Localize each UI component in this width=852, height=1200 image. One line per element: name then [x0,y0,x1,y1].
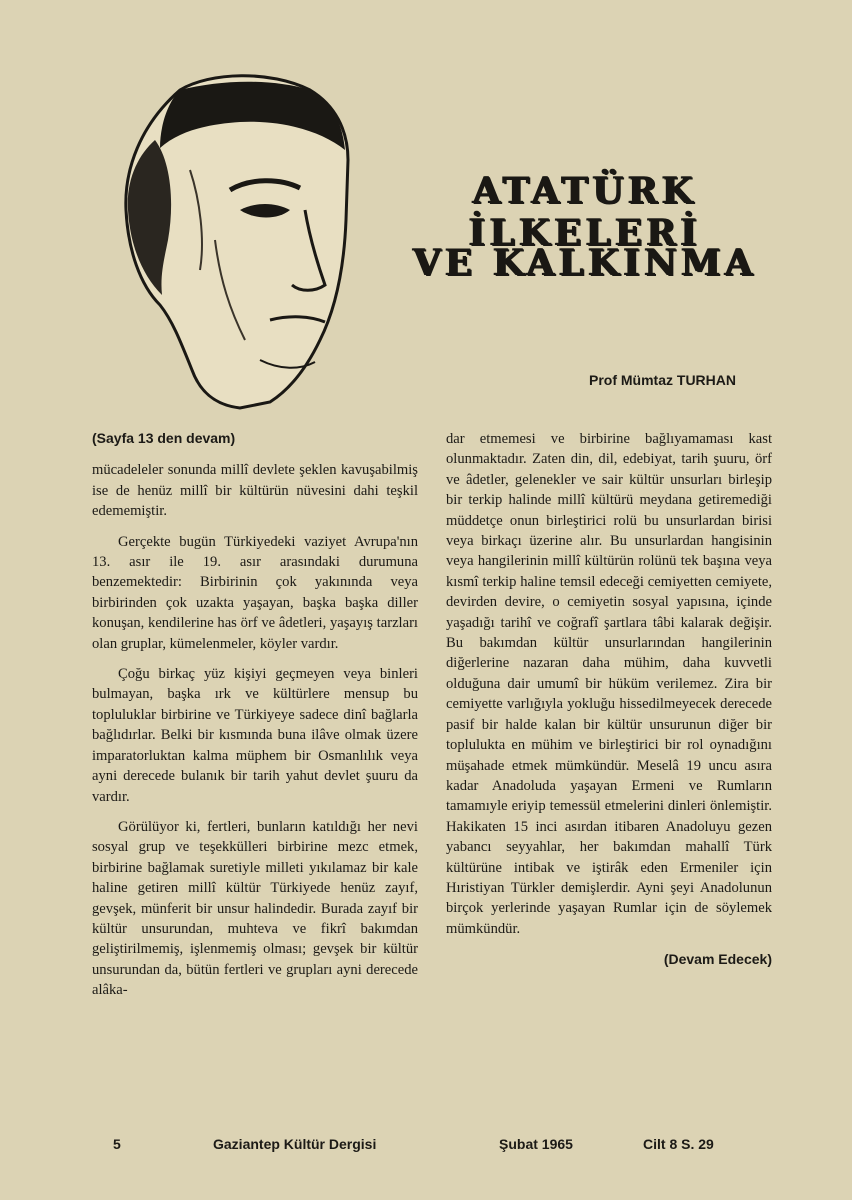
paragraph: Görülüyor ki, fertleri, bunların katıldığı her nevi sosyal grup ve teşekkülleri birbirine mezc etmek, birbirine bağlamak suretiyle milleti yıkılamaz bir kale haline getiren millî kültür Türkiyede henüz zayıf, gevşek, münferit bir unsur halindedir. Burada zayıf bir kültür unsurundan, muhteva ve fikrî bakımdan geliştirilmemiş, işlenmemiş olması; gevşek bir kültür unsurundan da, bütün fertleri ve grupları ayni derecede alâka- [92,818,418,999]
article-title-line-1: ATATÜRK İLKELERİ [468,170,702,254]
paragraph: Çoğu birkaç yüz kişiyi geçmeyen veya binleri bulmayan, başka ırk ve kültürlere mensup bu topluluklar birbirine ve Türkiyeye sadece dinî bağlarla bağlıdırlar. Belki bir kısmında buna ilâve olmak üzere imparatorluktan kalma müphem bir Osmanlılık veya ayni derecede bulanık bir tarih yahut devlet şuuru da vardır. [92,666,418,805]
author-byline: Prof Mümtaz TURHAN [589,372,736,388]
paragraph: dar etmemesi ve birbirine bağlıyamaması kast olunmaktadır. Zaten din, dil, edebiyat, tarih şuuru, örf ve âdetler, gelenekler ve sair kültür unsurları birleşip bir terkip halinde millî kültürü meydana getiremediği müddetçe onun birleştirici rolü bu unsurlardan birisi veya birkaçı üzerine alır. Bu unsurlardan hangisinin veya hangilerinin millî kültürün rolünü tek başına veya kısmî terkip haline temsil edeceği cemiyetten cemiyete, devirden devire, o cemiyetin sosyal yapısına, içinde yaşadığı tarihî ve coğrafî şartlara tâbi kalarak değişir. Bu bakımdan kültür unsurlarından hangilerinin diğerlerine nazaran daha mühim, daha kuvvetli olduğuna dair umumî bir hüküm verilemez. Zira bir cemiyette varlığıyla yokluğu hissedilmeyecek derecede pasif bir halde kalan bir kültür unsurunun diğer bir toplulukta en mühim ve birleştirici bir rol oynadığını müşahade etmek mümkündür. Meselâ 19 uncu asıra kadar Anadoluda yaşayan Ermeni ve Rumların tamamıyle eriyip temessül etmelerini dinleri önlemiştir. Hakikaten 15 inci asırdan itibaren Anadoluyu gezen yabancı seyyahlar, her bakımdan mahallî Türk kültürüne intibak ve iştirâk eden Ermeniler için Hıristiyan Türkler demişlerdir. Ayni şeyi Anadolunun birçok yerlerinde yaşayan Rumlar için de söylemek mümkündür. [446,431,772,937]
footer-issue-date: Şubat 1965 [499,1136,573,1152]
ataturk-portrait-illustration [120,70,350,410]
footer-magazine-name: Gaziantep Kültür Dergisi [213,1136,377,1152]
to-be-continued-note: (Devam Edecek) [663,951,772,968]
continued-from-note: (Sayfa 13 den devam) [92,430,236,446]
left-text-column [92,428,418,1011]
paragraph: Gerçekte bugün Türkiyedeki vaziyet Avrupa'nın 13. asır ile 19. asır arasındaki durumuna benzemektedir: Birbirinin çok yakınında veya birbirinden çok uzakta yaşayan, başka başka diller konuşan, kendilerine has örf ve âdetleri, yaşayış tarzları olan gruplar, kümelenmeler, köyler vardır. [92,533,418,652]
paragraph: mücadeleler sonunda millî devlete şeklen kavuşabilmiş ise de henüz millî bir kültürün nüvesini dahi teşkil edememiştir. [92,462,418,520]
footer-volume-issue: Cilt 8 S. 29 [643,1136,714,1152]
footer-page-number: 5 [113,1136,121,1152]
right-text-column [446,429,772,980]
article-title-line-2: VE KALKINMA [413,242,757,284]
